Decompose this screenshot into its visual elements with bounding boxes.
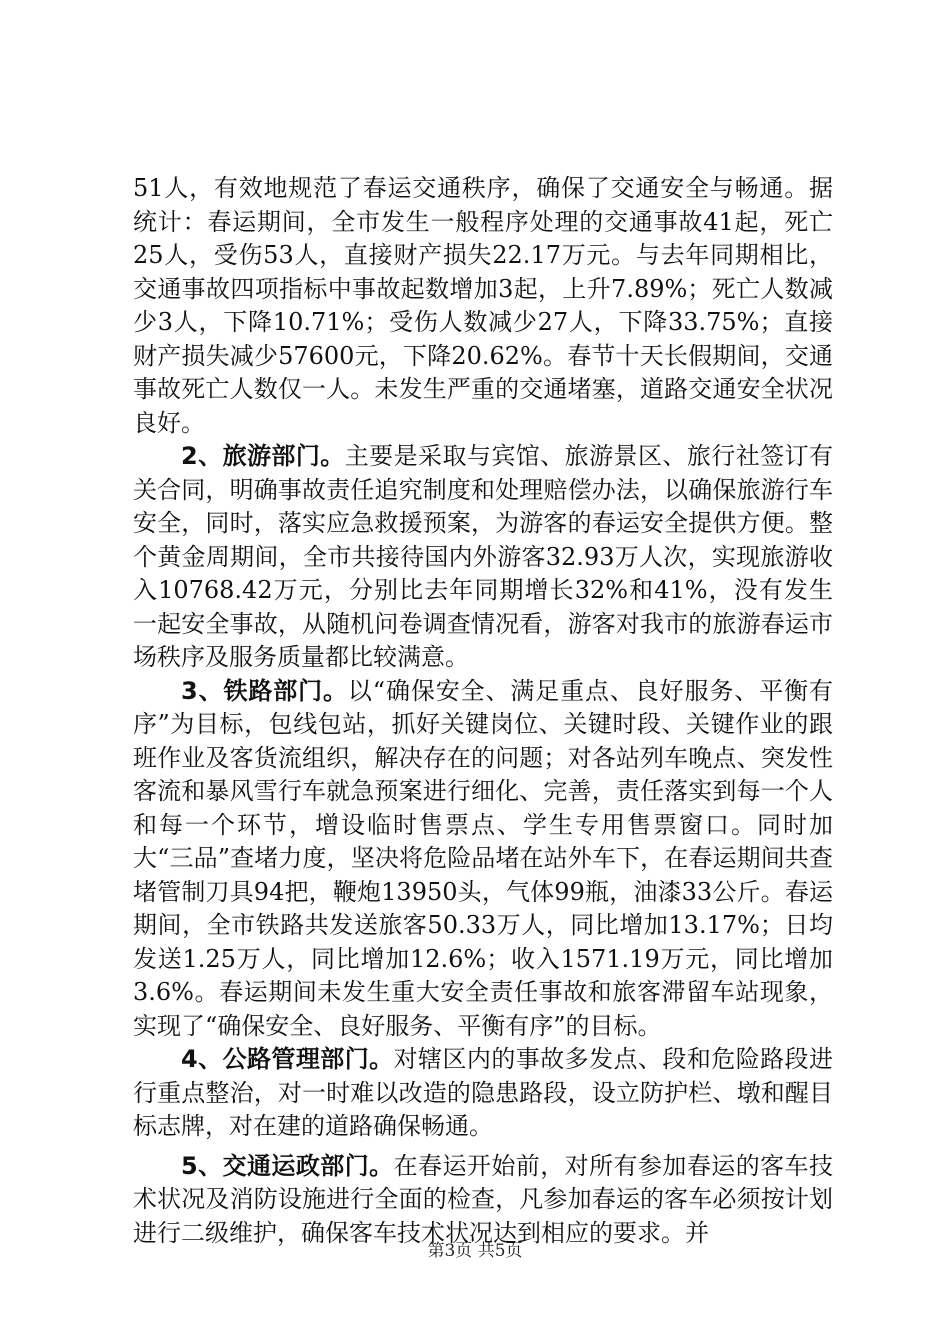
paragraph-tourism bbox=[133, 440, 833, 675]
section-heading-tourism: 2、旅游部门。 bbox=[181, 442, 345, 470]
paragraph-railway bbox=[133, 675, 833, 1044]
document-body bbox=[133, 172, 833, 1250]
section-heading-railway: 3、铁路部门。 bbox=[181, 676, 348, 705]
paragraph-text: 在春运开始前，对所有参加春运的客车技术状况及消防设施进行全面的检查，凡参加春运的客车必须按计划进行二级维护，确保客车技术状况达到相应的要求。并 bbox=[133, 1151, 833, 1247]
paragraph-transport bbox=[133, 1150, 833, 1251]
page-footer: 第3页 共5页 bbox=[427, 1241, 523, 1261]
paragraph-text: 51人，有效地规范了春运交通秩序，确保了交通安全与畅通。据统计：春运期间，全市发生一般程序处理的交通事故41起，死亡25人，受伤53人，直接财产损失22.17万元。与去年同期相比，交通事故四项指标中事故起数增加3起，上升7.89%；死亡人数减少3人，下降10.71%；受伤人数减少27人，下降33.75%；直接财产损失减少57600元，下降20.62%。春节十天长假期间，交通事故死亡人数仅一人。未发生严重的交通堵塞，道路交通安全状况良好。 bbox=[133, 174, 833, 437]
paragraph-highway bbox=[133, 1043, 833, 1144]
section-heading-highway: 4、公路管理部门。 bbox=[181, 1045, 394, 1073]
paragraph-traffic-police bbox=[133, 172, 833, 440]
paragraph-text: 主要是采取与宾馆、旅游景区、旅行社签订有关合同，明确事故责任追究制度和处理赔偿办法，以确保旅游行车安全，同时，落实应急救援预案，为游客的春运安全提供方便。整个黄金周期间，全市共接待国内外游客32.93万人次，实现旅游收入10768.42万元，分别比去年同期增长32%和41%，没有发生一起安全事故，从随机问卷调查情况看，游客对我市的旅游春运市场秩序及服务质量都比较满意。 bbox=[133, 442, 834, 671]
paragraph-text: 以“确保安全、满足重点、良好服务、平衡有序”为目标，包线包站，抓好关键岗位、关键时段、关键作业的跟班作业及客货流组织，解决存在的问题；对各站列车晚点、突发性客流和暴风雪行车就急预案进行细化、完善，责任落实到每一个人和每一个环节，增设临时售票点、学生专用售票窗口。同时加大“三品”查堵力度，坚决将危险品堵在站外车下，在春运期间共查堵管制刀具94把，鞭炮13950头，气体99瓶，油漆33公斤。春运期间，全市铁路共发送旅客50.33万人，同比增加13.17%；日均发送1.25万人，同比增加12.6%；收入1571.19万元，同比增加3.6%。春运期间未发生重大安全责任事故和旅客滞留车站现象，实现了“确保安全、良好服务、平衡有序”的目标。 bbox=[133, 676, 833, 1040]
section-heading-transport: 5、交通运政部门。 bbox=[181, 1151, 394, 1180]
paragraph-text: 对辖区内的事故多发点、段和危险路段进行重点整治，对一时难以改造的隐患路段，设立防护栏、墩和醒目标志牌，对在建的道路确保畅通。 bbox=[133, 1045, 833, 1140]
